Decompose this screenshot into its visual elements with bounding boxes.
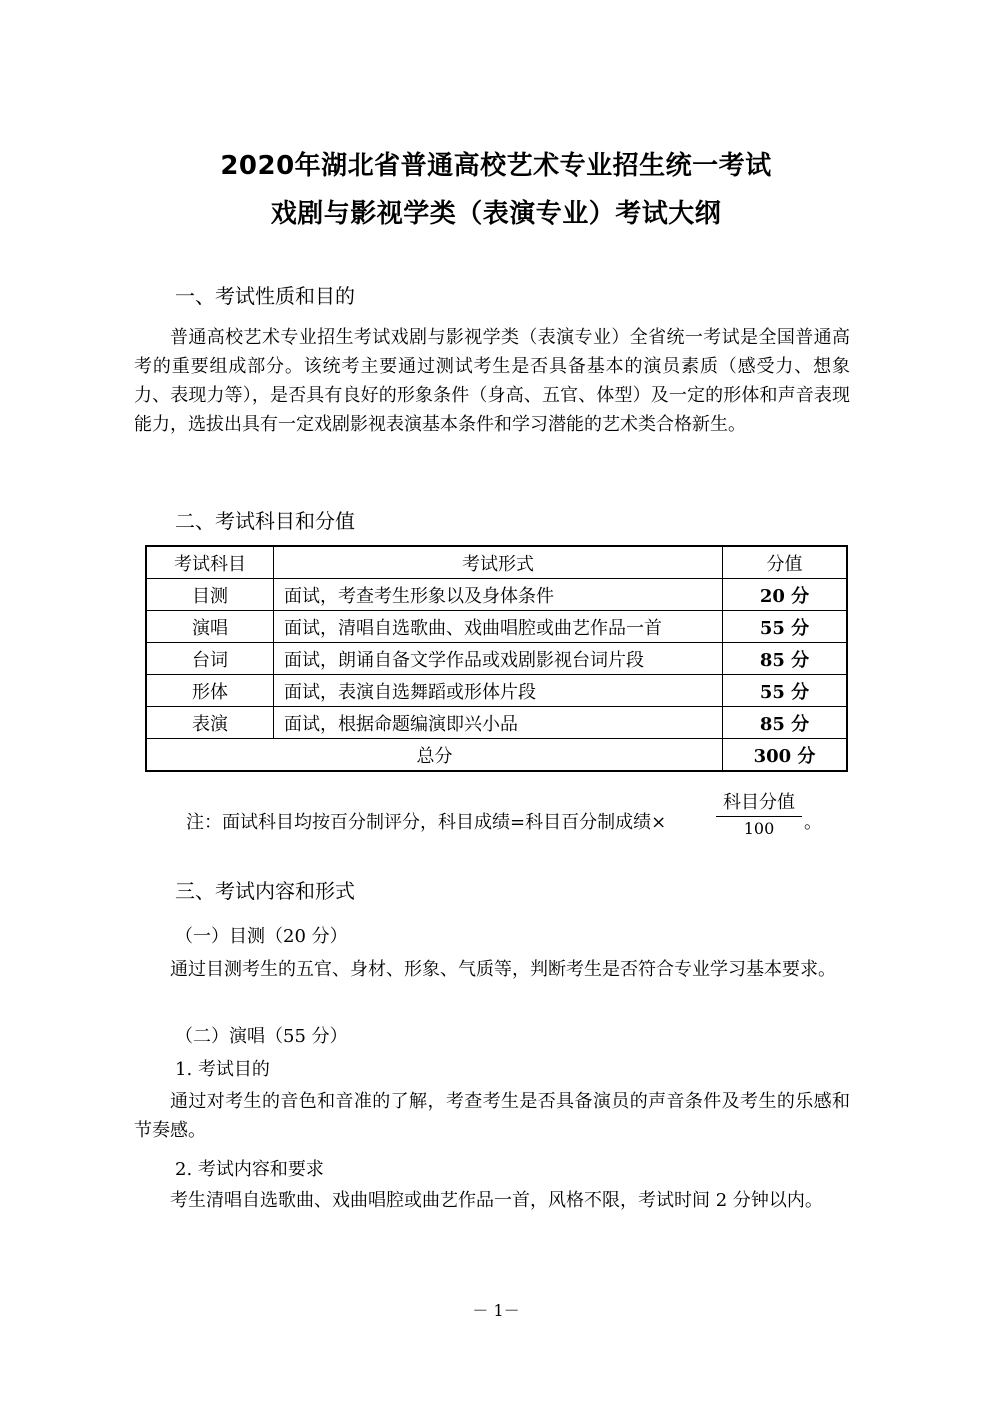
sub1-heading: （一）目测（20 分）	[175, 926, 348, 947]
fraction-denominator: 100	[743, 819, 775, 838]
row-score: 20 分	[723, 579, 848, 611]
score-formula-note	[186, 808, 666, 834]
formula-fraction	[716, 790, 802, 841]
row-form: 面试，考查考生形象以及身体条件	[274, 579, 723, 611]
document-title-line1: 2020年湖北省普通高校艺术专业招生统一考试	[220, 151, 772, 181]
table-row	[146, 579, 847, 611]
page-number: － 1－	[472, 1301, 520, 1320]
row-subject: 演唱	[146, 611, 274, 643]
total-label: 总分	[146, 739, 723, 772]
row-subject: 台词	[146, 643, 274, 675]
section1-paragraph: 普通高校艺术专业招生考试戏剧与影视学类（表演专业）全省统一考试是全国普通高考的重要组成部分。该统考主要通过测试考生是否具备基本的演员素质（感受力、想象力、表现力等），是否具有良好的形象条件（身高、五官、体型）及一定的形体和声音表现能力，选拔出具有一定戏剧影视表演基本条件和学习潜能的艺术类合格新生。	[134, 327, 850, 435]
row-score: 55 分	[723, 675, 848, 707]
row-score: 85 分	[723, 643, 848, 675]
table-total-row	[146, 739, 847, 772]
item1-heading: 1. 考试目的	[175, 1059, 270, 1080]
note-text: 注：面试科目均按百分制评分，科目成绩=科目百分制成绩×	[186, 812, 667, 833]
document-title-line2: 戏剧与影视学类（表演专业）考试大纲	[270, 199, 722, 229]
sub1-paragraph: 通过目测考生的五官、身材、形象、气质等，判断考生是否符合专业学习基本要求。	[170, 959, 836, 980]
table-header-row	[146, 546, 847, 579]
table-row	[146, 611, 847, 643]
row-subject: 目测	[146, 579, 274, 611]
row-subject: 形体	[146, 675, 274, 707]
row-score: 85 分	[723, 707, 848, 739]
note-end: 。	[804, 812, 822, 833]
row-form: 面试，根据命题编演即兴小品	[274, 707, 723, 739]
fraction-numerator: 科目分值	[716, 790, 802, 817]
header-subject: 考试科目	[146, 546, 274, 579]
total-score: 300 分	[723, 739, 848, 772]
item2-paragraph: 考生清唱自选歌曲、戏曲唱腔或曲艺作品一首，风格不限，考试时间 2 分钟以内。	[170, 1190, 823, 1211]
table-row	[146, 643, 847, 675]
table-row	[146, 707, 847, 739]
row-score: 55 分	[723, 611, 848, 643]
row-form: 面试，清唱自选歌曲、戏曲唱腔或曲艺作品一首	[274, 611, 723, 643]
score-table	[145, 545, 848, 772]
section2-heading: 二、考试科目和分值	[175, 509, 355, 533]
item2-heading: 2. 考试内容和要求	[175, 1159, 324, 1180]
section1-heading: 一、考试性质和目的	[175, 284, 355, 308]
section3-heading: 三、考试内容和形式	[175, 879, 355, 903]
sub2-heading: （二）演唱（55 分）	[175, 1026, 348, 1047]
header-score: 分值	[723, 546, 848, 579]
header-form: 考试形式	[274, 546, 723, 579]
row-form: 面试，朗诵自备文学作品或戏剧影视台词片段	[274, 643, 723, 675]
item1-paragraph: 通过对考生的音色和音准的了解，考查考生是否具备演员的声音条件及考生的乐感和节奏感。	[134, 1091, 850, 1141]
row-form: 面试，表演自选舞蹈或形体片段	[274, 675, 723, 707]
table-row	[146, 675, 847, 707]
row-subject: 表演	[146, 707, 274, 739]
